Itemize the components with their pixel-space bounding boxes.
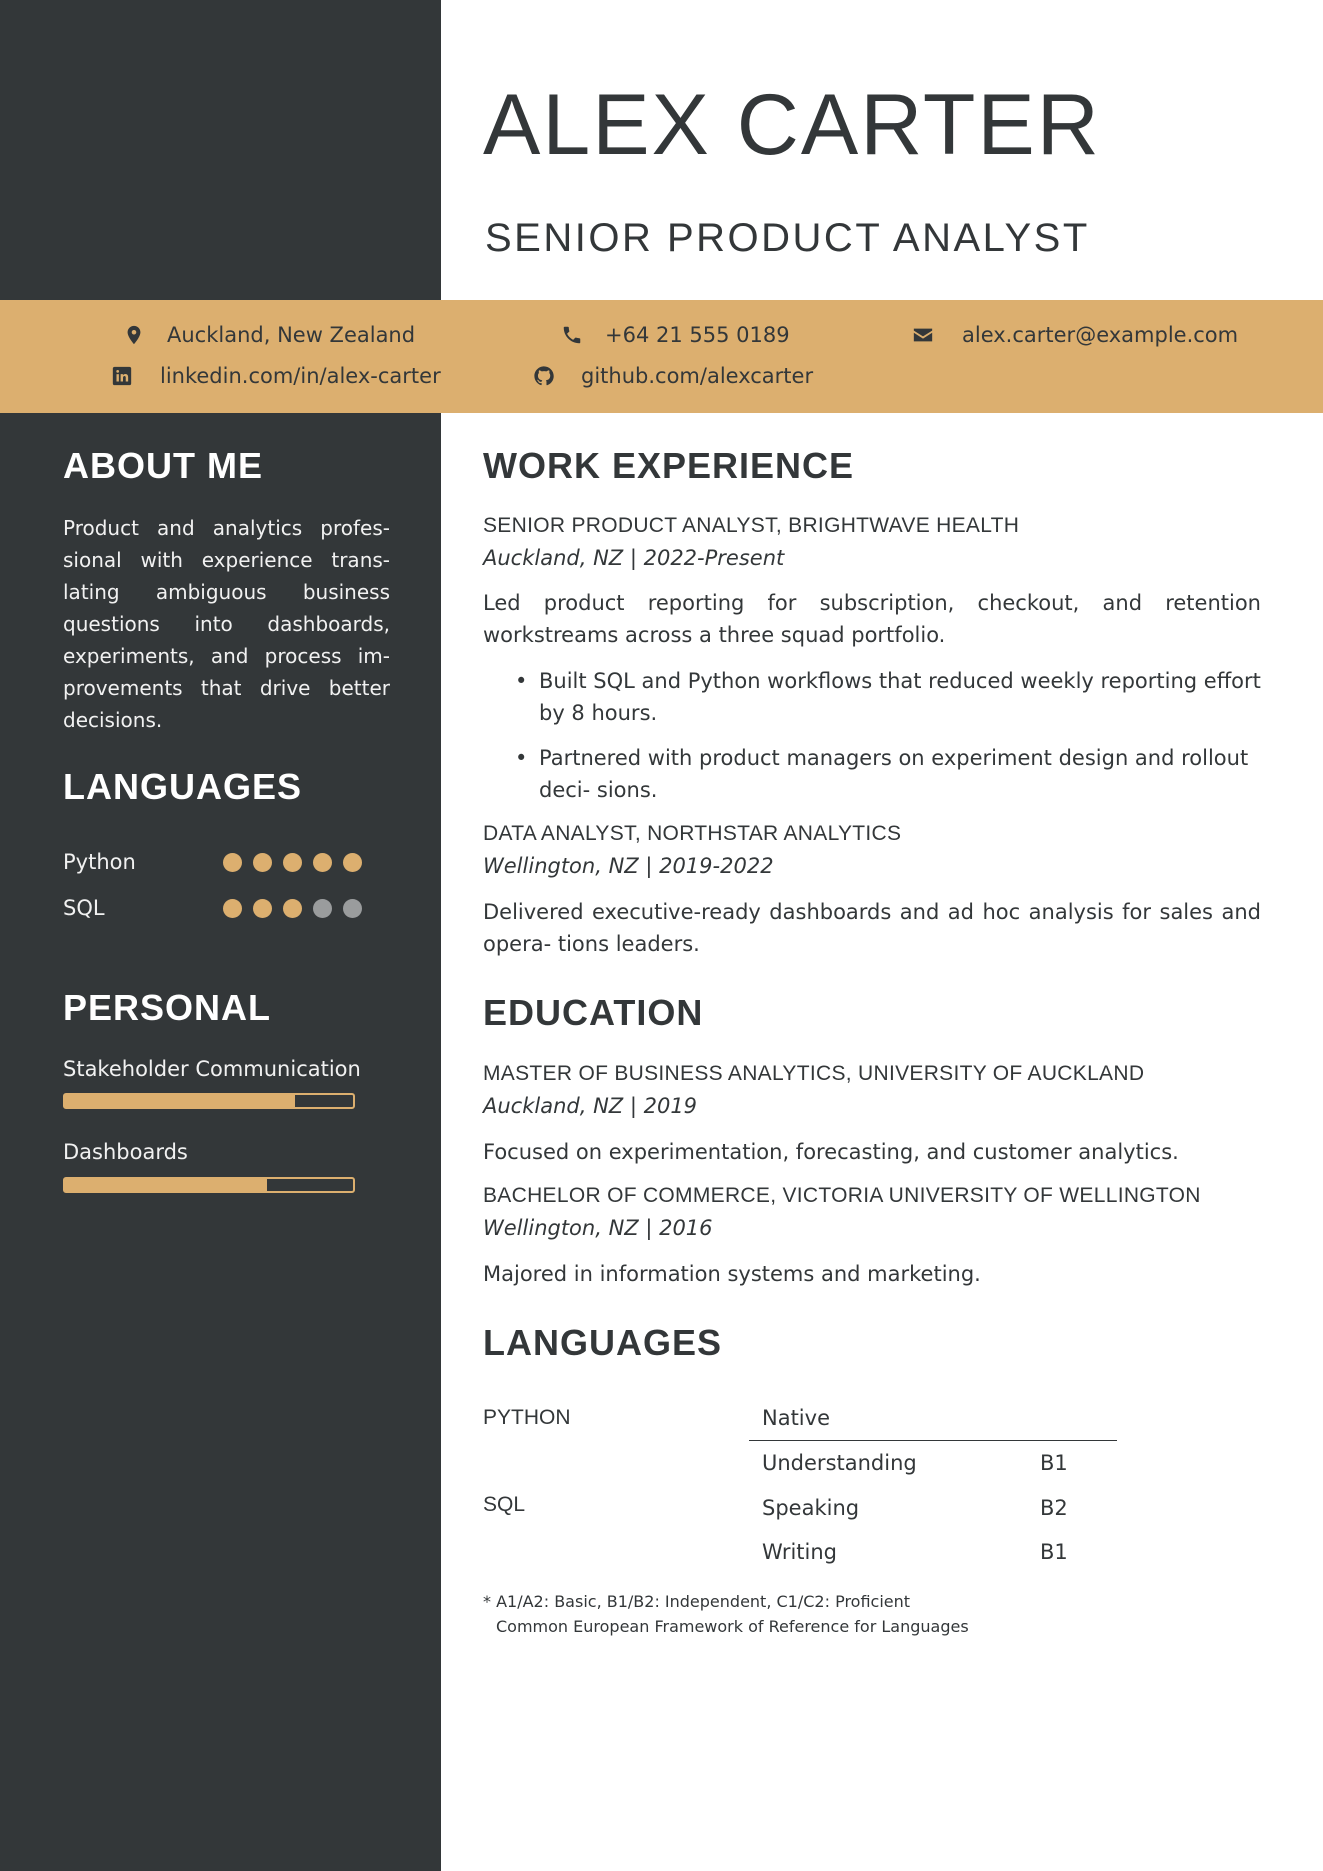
bullet-dot: • [515,669,528,693]
contact-github [533,364,813,388]
rating-dot [313,853,332,872]
skill-bar-fill [65,1179,267,1191]
rating-dot [283,853,302,872]
language-level-native: Native [762,1406,830,1430]
sidebar [0,0,441,1871]
degree-title: MASTER OF BUSINESS ANALYTICS, UNIVERSITY OF AUCKLAND [483,1062,1145,1085]
table-divider [749,1440,1117,1441]
rating-dot [343,853,362,872]
skill-name: Writing [762,1540,837,1564]
job-meta: Wellington, NZ | 2019-2022 [483,854,774,878]
linkedin-link[interactable]: linkedin.com/in/alex-carter [160,364,441,388]
education-heading: EDUCATION [483,992,704,1033]
job-title: SENIOR PRODUCT ANALYST [485,216,1090,260]
degree-summary: Majored in information systems and marketing. [483,1262,981,1286]
envelope-icon [912,324,934,346]
phone-icon [561,324,583,346]
degree-meta: Wellington, NZ | 2016 [483,1216,713,1240]
rating-dot [223,853,242,872]
contact-location [123,323,415,347]
github-icon [533,365,555,387]
cefr-footnote-source: Common European Framework of Reference for Languages [496,1617,969,1636]
rating-dot [283,899,302,918]
sidebar-languages-heading: LANGUAGES [63,766,303,807]
email-link[interactable]: alex.carter@example.com [962,323,1239,347]
rating-dot [313,899,332,918]
contact-linkedin [111,364,441,388]
job-role: DATA ANALYST, NORTHSTAR ANALYTICS [483,822,902,845]
bullet-text: Built SQL and Python workflows that reduced weekly reporting effort by 8 hours. [539,669,1261,725]
skill-label: Stakeholder Communication [63,1057,361,1081]
contact-phone [561,323,790,347]
language-name: SQL [63,896,105,920]
job-summary: Led product reporting for subscription, checkout, and retention workstreams across a three squad portfolio. [483,591,1261,647]
phone-text: +64 21 555 0189 [605,323,790,347]
degree-title: BACHELOR OF COMMERCE, VICTORIA UNIVERSITY OF WELLINGTON [483,1184,1201,1207]
rating-dot [343,899,362,918]
job-summary: Delivered executive-ready dashboards and ad hoc analysis for sales and opera- tions leaders. [483,900,1261,956]
skill-label: Dashboards [63,1140,188,1164]
skill-level: B2 [1040,1496,1068,1520]
linkedin-icon [111,365,133,387]
language-rating [223,853,373,872]
job-bullet [515,742,1261,806]
contact-bar [0,300,1323,413]
language-row-sql [63,896,373,920]
language-row-python [63,850,373,874]
contact-email [912,323,1238,347]
rating-dot [253,899,272,918]
rating-dot [253,853,272,872]
language-label-sql: SQL [483,1493,526,1516]
language-name: Python [63,850,136,874]
bullet-text: Partnered with product managers on experiment design and rollout deci- sions. [539,746,1249,802]
work-heading: WORK EXPERIENCE [483,445,855,486]
map-pin-icon [123,324,145,346]
skill-name: Speaking [762,1496,860,1520]
language-rating [223,899,373,918]
skill-bar [63,1093,355,1109]
skill-name: Understanding [762,1451,917,1475]
about-heading: ABOUT ME [63,445,263,486]
job-bullet [515,665,1261,729]
skill-level: B1 [1040,1540,1068,1564]
degree-meta: Auckland, NZ | 2019 [483,1094,698,1118]
language-label-python: PYTHON [483,1406,571,1429]
bullet-dot: • [515,746,528,770]
candidate-name: ALEX CARTER [483,77,1101,173]
personal-heading: PERSONAL [63,987,272,1028]
job-role: SENIOR PRODUCT ANALYST, BRIGHTWAVE HEALTH [483,514,1020,537]
job-meta: Auckland, NZ | 2022-Present [483,546,785,570]
skill-bar [63,1177,355,1193]
degree-summary: Focused on experimentation, forecasting, and customer analytics. [483,1140,1179,1164]
languages-heading: LANGUAGES [483,1322,723,1363]
about-text: Product and analytics profes- sional with experience trans- lating ambiguous business questions into dashboards, experiments, and process im- provements that drive better decisions. [63,516,390,732]
skill-bar-fill [65,1095,295,1107]
rating-dot [223,899,242,918]
location-text: Auckland, New Zealand [167,323,416,347]
cefr-footnote: * A1/A2: Basic, B1/B2: Independent, C1/C2: Proficient [483,1592,911,1611]
github-link[interactable]: github.com/alexcarter [581,364,814,388]
skill-level: B1 [1040,1451,1068,1475]
